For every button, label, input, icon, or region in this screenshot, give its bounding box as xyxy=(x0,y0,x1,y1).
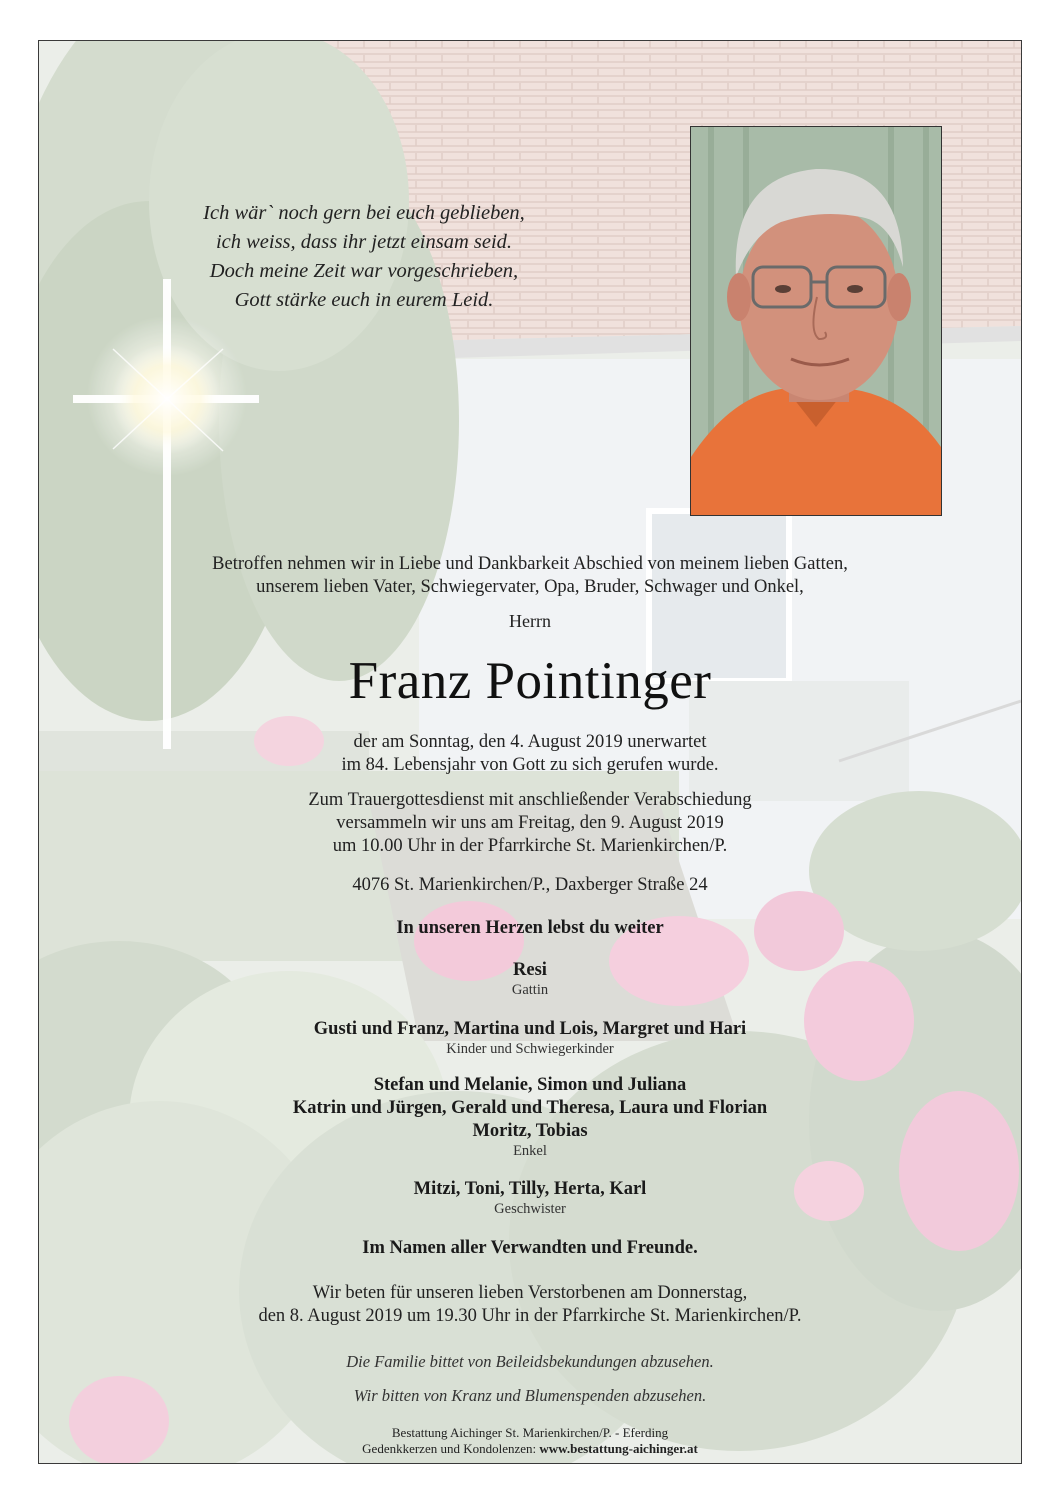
siblings-role: Geschwister xyxy=(494,1201,566,1217)
salutation: Herrn xyxy=(509,611,551,631)
children-role: Kinder und Schwiegerkinder xyxy=(446,1041,614,1057)
footer-contact-label: Gedenkkerzen und Kondolenzen: xyxy=(362,1441,537,1456)
memorial-poem xyxy=(189,199,539,315)
mourner-group-children xyxy=(39,1018,1021,1058)
relatives-line: Im Namen aller Verwandten und Freunde. xyxy=(362,1238,698,1258)
intro-text xyxy=(39,553,1021,599)
condolence-request: Die Familie bittet von Beileidsbekundungen abzusehen. xyxy=(346,1352,714,1371)
prayer-line: den 8. August 2019 um 19.30 Uhr in der Pfarrkirche St. Marienkirchen/P. xyxy=(258,1306,802,1326)
prayer-line: Wir beten für unseren lieben Verstorbenen am Donnerstag, xyxy=(312,1283,748,1303)
flower-request: Wir bitten von Kranz und Blumenspenden abzusehen. xyxy=(353,1386,707,1405)
service-line: um 10.00 Uhr in der Pfarrkirche St. Marienkirchen/P. xyxy=(332,836,728,856)
siblings-names: Mitzi, Toni, Tilly, Herta, Karl xyxy=(413,1179,647,1199)
portrait-photo xyxy=(690,126,942,516)
intro-line: unserem lieben Vater, Schwiegervater, Opa, Bruder, Schwager und Onkel, xyxy=(256,577,804,597)
deceased-name: Franz Pointinger xyxy=(348,652,712,710)
poem-line: Doch meine Zeit war vorgeschrieben, xyxy=(209,260,519,282)
grandchildren-names: Stefan und Melanie, Simon und Juliana xyxy=(373,1075,687,1095)
children-names: Gusti und Franz, Martina und Lois, Margret und Hari xyxy=(313,1019,747,1039)
service-line: versammeln wir uns am Freitag, den 9. August 2019 xyxy=(336,813,724,833)
mourner-group-grandchildren xyxy=(39,1074,1021,1160)
poem-line: Ich wär` noch gern bei euch geblieben, xyxy=(203,202,525,224)
intro-line: Betroffen nehmen wir in Liebe und Dankbarkeit Abschied von meinem lieben Gatten, xyxy=(212,554,848,574)
poem-line: ich weiss, dass ihr jetzt einsam seid. xyxy=(215,231,513,253)
mourner-group-siblings xyxy=(39,1178,1021,1218)
death-notice-line: der am Sonntag, den 4. August 2019 unerwartet xyxy=(353,732,707,752)
heart-line: In unseren Herzen lebst du weiter xyxy=(396,918,664,938)
obituary-card xyxy=(38,40,1022,1464)
footer-contact xyxy=(39,1441,1021,1457)
prayer-info xyxy=(39,1282,1021,1328)
spouse-name: Resi xyxy=(513,960,547,980)
poem-line: Gott stärke euch in eurem Leid. xyxy=(234,289,494,311)
footer xyxy=(39,1425,1021,1457)
death-notice-line: im 84. Lebensjahr von Gott zu sich gerufen wurde. xyxy=(341,755,719,775)
death-notice xyxy=(39,731,1021,777)
grandchildren-names: Katrin und Jürgen, Gerald und Theresa, Laura und Florian xyxy=(292,1098,768,1118)
grandchildren-role: Enkel xyxy=(513,1143,547,1159)
address: 4076 St. Marienkirchen/P., Daxberger Straße 24 xyxy=(352,875,708,895)
mourner-group-spouse xyxy=(39,959,1021,999)
service-line: Zum Trauergottesdienst mit anschließender Verabschiedung xyxy=(308,790,752,810)
footer-funeral-home: Bestattung Aichinger St. Marienkirchen/P. - Eferding xyxy=(391,1425,669,1440)
footer-website-link[interactable]: www.bestattung-aichinger.at xyxy=(539,1441,698,1456)
service-info xyxy=(39,789,1021,858)
spouse-role: Gattin xyxy=(511,982,549,998)
grandchildren-names: Moritz, Tobias xyxy=(472,1121,588,1141)
